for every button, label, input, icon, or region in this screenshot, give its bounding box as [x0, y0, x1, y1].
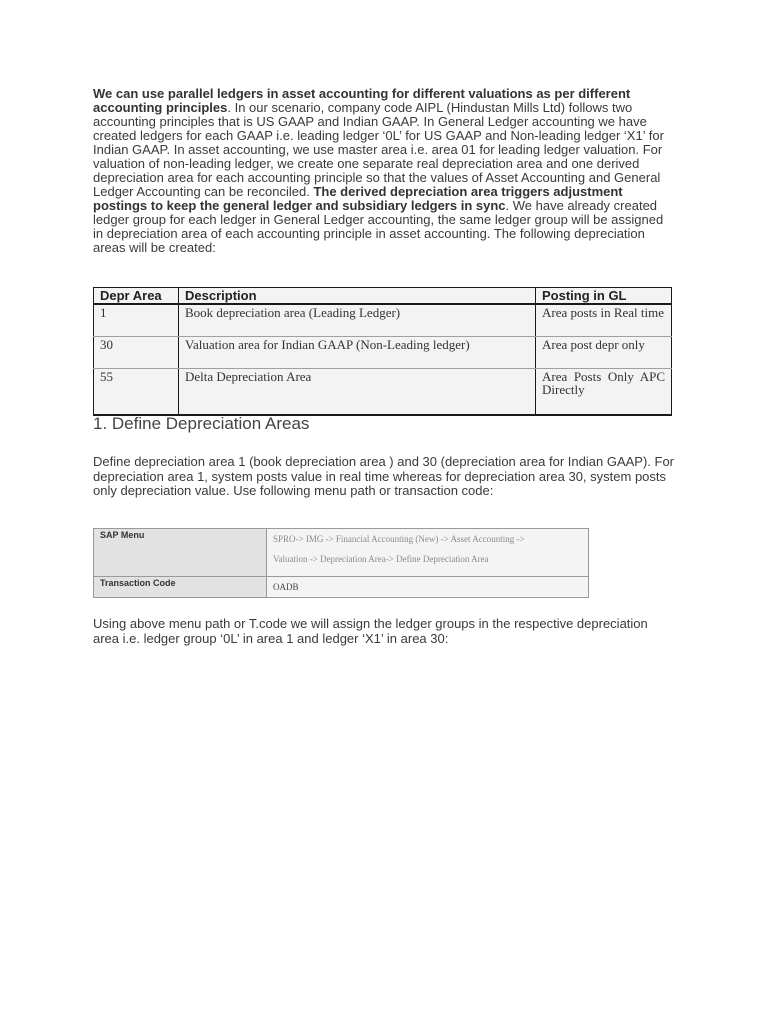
header-posting-in-gl: Posting in GL	[536, 288, 672, 305]
header-depr-area: Depr Area	[94, 288, 179, 305]
cell-depr-area: 55	[94, 369, 179, 416]
intro-paragraph	[93, 87, 676, 255]
sap-menu-row	[94, 529, 589, 577]
transaction-code-row	[94, 577, 589, 598]
intro-text-2: . We have already created ledger group for each ledger in General Ledger accounting, the same ledger group will be assigned in depreciation area of each accounting principle in asset accounting. The following depreciation areas will be created:	[93, 198, 664, 255]
cell-description: Book depreciation area (Leading Ledger)	[179, 304, 536, 337]
cell-posting: Area Posts Only APC Directly	[536, 369, 672, 416]
cell-depr-area: 30	[94, 337, 179, 369]
table-row	[94, 304, 672, 337]
cell-description: Valuation area for Indian GAAP (Non-Leading ledger)	[179, 337, 536, 369]
transaction-code-label: Transaction Code	[94, 577, 267, 598]
intro-bold-sync: The derived depreciation area triggers adjustment postings to keep the general ledger and subsidiary ledgers in sync	[93, 184, 623, 213]
cell-description: Delta Depreciation Area	[179, 369, 536, 416]
sap-menu-path	[267, 529, 589, 577]
section-paragraph: Define depreciation area 1 (book depreciation area ) and 30 (depreciation area for Indian GAAP). For depreciation area 1, system posts value in real time whereas for depreciation area 30, system posts only depreciation value. Use following menu path or transaction code:	[93, 454, 675, 498]
transaction-code-value: OADB	[267, 577, 589, 598]
table-row	[94, 337, 672, 369]
header-description: Description	[179, 288, 536, 305]
cell-depr-area: 1	[94, 304, 179, 337]
intro-text-1: . In our scenario, company code AIPL (Hindustan Mills Ltd) follows two accounting principles that is US GAAP and Indian GAAP. In General Ledger accounting we have created ledgers for each GAAP i.e. leading ledger ‘0L’ for US GAAP and Non-leading ledger ‘X1’ for Indian GAAP. In asset accounting, we use master area i.e. area 01 for leading ledger valuation. For valuation of non-leading ledger, we create one separate real depreciation area and one derived depreciation area for each accounting principle so that the values of Asset Accounting and General Ledger Accounting can be reconciled.	[93, 100, 664, 199]
menu-path-line-1: SPRO-> IMG -> Financial Accounting (New) -> Asset Accounting ->	[273, 534, 525, 544]
sap-menu-label: SAP Menu	[94, 529, 267, 577]
cell-posting: Area posts in Real time	[536, 304, 672, 337]
closing-paragraph: Using above menu path or T.code we will assign the ledger groups in the respective depreciation area i.e. ledger group ‘0L’ in area 1 and ledger ‘X1’ in area 30:	[93, 616, 648, 646]
table-row	[94, 369, 672, 416]
sap-menu-table	[93, 528, 589, 598]
section-heading: 1. Define Depreciation Areas	[93, 414, 310, 433]
cell-posting: Area post depr only	[536, 337, 672, 369]
menu-path-line-2: Valuation -> Depreciation Area-> Define Depreciation Area	[273, 554, 489, 564]
depreciation-areas-table	[93, 287, 672, 416]
intro-bold-lead: We can use parallel ledgers in asset accounting for different valuations as per different accounting principles	[93, 86, 631, 115]
table-header-row	[94, 288, 672, 305]
